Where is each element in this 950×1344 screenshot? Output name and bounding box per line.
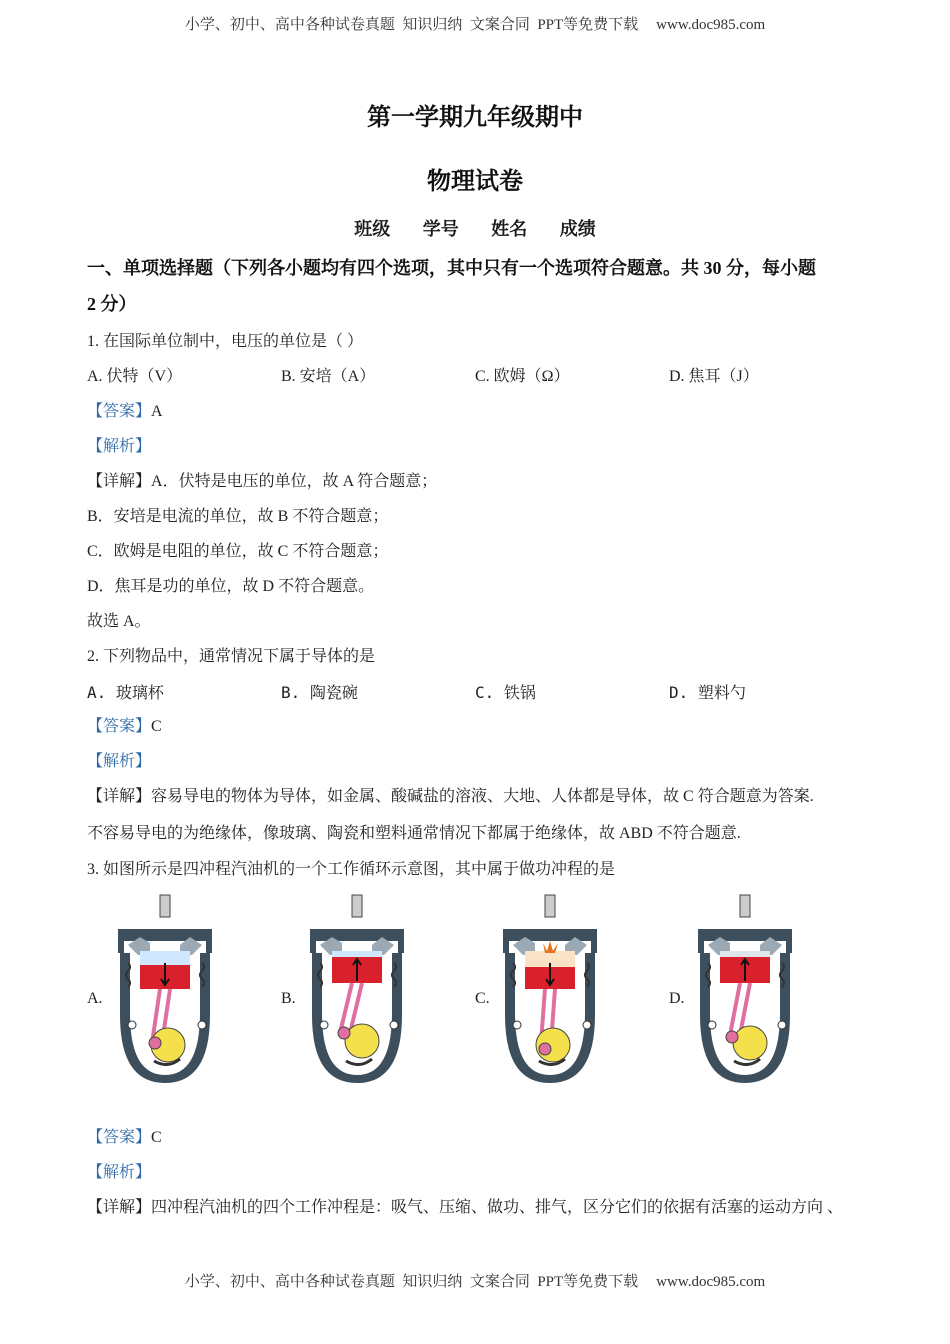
engine-diagram-c: [495, 893, 605, 1083]
q1-detail-1: [87, 468, 437, 491]
q2-option-b: B. 陶瓷碗: [281, 683, 358, 702]
q1-option-b: B. 安培（A）: [281, 368, 376, 385]
q2-stem: 2. 下列物品中，通常情况下属于导体的是: [87, 648, 376, 665]
header-text: 小学、初中、高中各种试卷真题 知识归纳 文案合同 PPT等免费下载: [184, 17, 639, 33]
q3-option-a: A.: [87, 990, 103, 1007]
engine-power-stroke: [503, 895, 597, 1083]
q3-analysis-label: 【解析】: [87, 1164, 152, 1181]
q1-stem: 1. 在国际单位制中，电压的单位是（ ）: [87, 333, 364, 350]
exam-title: 第一学期九年级期中: [367, 105, 583, 131]
exam-subtitle: 物理试卷: [427, 169, 523, 195]
answer-label: 【答案】: [87, 718, 152, 735]
q3-option-c: C.: [475, 990, 490, 1007]
q1-option-a: A. 伏特（V）: [87, 368, 183, 385]
q1-detail-1-text: A．伏特是电压的单位，故 A 符合题意；: [151, 473, 438, 490]
q3-stem: 3. 如图所示是四冲程汽油机的一个工作循环示意图，其中属于做功冲程的是: [87, 861, 616, 878]
q1-detail-2: B．安培是电流的单位，故 B 不符合题意；: [87, 508, 389, 525]
section-heading-cont: 2 分）: [87, 294, 137, 314]
q2-option-c: C. 铁锅: [475, 683, 536, 702]
engine-exhaust-stroke: [698, 895, 792, 1083]
page-footer: [0, 1270, 950, 1291]
q2-detail-1: [87, 783, 814, 806]
detail-label: 【详解】: [87, 788, 152, 805]
q2-analysis-label: 【解析】: [87, 753, 152, 770]
q2-option-d: D. 塑料勺: [669, 683, 746, 702]
engine-intake-stroke: [118, 895, 212, 1083]
field-name: 姓名: [491, 219, 528, 239]
q3-answer: [87, 1124, 162, 1147]
detail-label: 【详解】: [87, 473, 152, 490]
q1-option-d: D. 焦耳（J）: [669, 368, 759, 385]
q3-detail-1-text: 四冲程汽油机的四个工作冲程是：吸气、压缩、做功、排气，区分它们的依据有活塞的运动方向 、: [151, 1199, 844, 1216]
q2-answer-value: C: [151, 718, 162, 735]
footer-text: 小学、初中、高中各种试卷真题 知识归纳 文案合同 PPT等免费下载: [184, 1274, 639, 1290]
q1-detail-4: D．焦耳是功的单位，故 D 不符合题意。: [87, 578, 375, 595]
engine-compression-stroke: [310, 895, 404, 1083]
q2-option-a: A. 玻璃杯: [87, 683, 164, 702]
q2-detail-2: 不容易导电的为绝缘体，像玻璃、陶瓷和塑料通常情况下都属于绝缘体，故 ABD 不符合题意.: [87, 825, 741, 842]
q3-detail-1: [87, 1194, 843, 1217]
q1-detail-3: C．欧姆是电阻的单位，故 C 不符合题意；: [87, 543, 389, 560]
engine-diagram-a: [110, 893, 220, 1083]
header-site[interactable]: www.doc985.com: [656, 17, 766, 33]
q3-option-b: B.: [281, 990, 296, 1007]
answer-label: 【答案】: [87, 1129, 152, 1146]
field-score: 成绩: [559, 219, 596, 239]
footer-site[interactable]: www.doc985.com: [656, 1274, 766, 1290]
section-heading: 一、单项选择题（下列各小题均有四个选项，其中只有一个选项符合题意。共 30 分，每小题: [87, 258, 816, 278]
q1-answer: [87, 398, 163, 421]
field-number: 学号: [422, 219, 459, 239]
q1-answer-value: A: [151, 403, 163, 420]
q1-analysis-label: 【解析】: [87, 438, 152, 455]
answer-label: 【答案】: [87, 403, 152, 420]
q2-answer: [87, 713, 162, 736]
engine-diagram-d: [690, 893, 800, 1083]
engine-diagram-b: [302, 893, 412, 1083]
q3-answer-value: C: [151, 1129, 162, 1146]
student-fields: [0, 215, 950, 241]
q1-conclusion: 故选 A。: [87, 613, 151, 630]
q1-option-c: C. 欧姆（Ω）: [475, 368, 570, 385]
q2-detail-1-text: 容易导电的物体为导体，如金属、酸碱盐的溶液、大地、人体都是导体，故 C 符合题意为答案.: [151, 788, 814, 805]
detail-label: 【详解】: [87, 1199, 152, 1216]
page-header: [0, 13, 950, 34]
q3-option-d: D.: [669, 990, 685, 1007]
field-class: 班级: [354, 219, 391, 239]
